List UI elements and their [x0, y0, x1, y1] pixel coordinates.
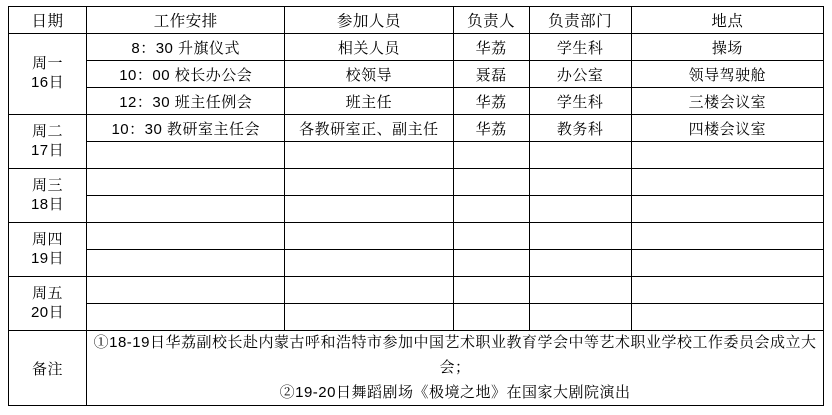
cell-place: 三楼会议室	[631, 88, 823, 115]
cell-owner	[453, 196, 529, 223]
column-header-date: 日期	[9, 7, 87, 34]
day-name: 周二	[32, 122, 64, 140]
cell-owner	[453, 169, 529, 196]
cell-people	[285, 142, 453, 169]
cell-work	[87, 304, 285, 331]
cell-place	[631, 223, 823, 250]
cell-owner	[453, 142, 529, 169]
table-row	[9, 88, 824, 115]
table-row	[9, 61, 824, 88]
cell-people: 相关人员	[285, 34, 453, 61]
cell-people	[285, 169, 453, 196]
cell-people	[285, 223, 453, 250]
cell-dept: 学生科	[529, 88, 631, 115]
remark-body	[87, 331, 824, 406]
cell-people: 校领导	[285, 61, 453, 88]
cell-people	[285, 250, 453, 277]
cell-place	[631, 304, 823, 331]
cell-work	[87, 277, 285, 304]
cell-owner	[453, 250, 529, 277]
day-date: 19日	[30, 249, 65, 267]
table-row	[9, 250, 824, 277]
cell-owner: 华荔	[453, 88, 529, 115]
column-header-place: 地点	[631, 7, 823, 34]
cell-dept	[529, 196, 631, 223]
cell-dept	[529, 250, 631, 277]
table-body	[9, 34, 824, 406]
table-row	[9, 304, 824, 331]
cell-place	[631, 277, 823, 304]
remark-line-1: ①18-19日华荔副校长赴内蒙古呼和浩特市参加中国艺术职业教育学会中等艺术职业学校工作委员会成立大会；	[93, 334, 817, 376]
cell-dept	[529, 304, 631, 331]
cell-dept: 办公室	[529, 61, 631, 88]
cell-work	[87, 196, 285, 223]
table-row	[9, 34, 824, 61]
cell-dept	[529, 277, 631, 304]
day-cell-friday	[9, 277, 87, 331]
table-row	[9, 142, 824, 169]
cell-place: 操场	[631, 34, 823, 61]
cell-owner: 华荔	[453, 115, 529, 142]
remark-line-2: ②19-20日舞蹈剧场《极境之地》在国家大剧院演出	[279, 383, 631, 401]
column-header-owner: 负责人	[453, 7, 529, 34]
cell-work	[87, 250, 285, 277]
column-header-work: 工作安排	[87, 7, 285, 34]
remark-label: 备注	[9, 331, 87, 406]
cell-people	[285, 304, 453, 331]
remark-row	[9, 331, 824, 406]
cell-work	[87, 223, 285, 250]
cell-people	[285, 196, 453, 223]
table-row	[9, 277, 824, 304]
schedule-sheet	[8, 6, 824, 406]
day-cell-monday	[9, 34, 87, 115]
cell-work: 12：30 班主任例会	[87, 88, 285, 115]
cell-owner: 华荔	[453, 34, 529, 61]
day-cell-tuesday	[9, 115, 87, 169]
day-date: 16日	[30, 74, 65, 91]
table-row	[9, 169, 824, 196]
cell-place	[631, 250, 823, 277]
cell-people	[285, 277, 453, 304]
cell-work: 10：30 教研室主任会	[87, 115, 285, 142]
cell-dept	[529, 169, 631, 196]
cell-dept: 学生科	[529, 34, 631, 61]
weekly-schedule-table	[8, 6, 824, 406]
column-header-people: 参加人员	[285, 7, 453, 34]
day-name: 周三	[32, 176, 64, 194]
cell-place	[631, 196, 823, 223]
cell-place: 领导驾驶舱	[631, 61, 823, 88]
column-header-dept: 负责部门	[529, 7, 631, 34]
cell-work	[87, 142, 285, 169]
cell-dept	[529, 142, 631, 169]
day-cell-thursday	[9, 223, 87, 277]
table-row	[9, 115, 824, 142]
table-row	[9, 196, 824, 223]
table-row	[9, 223, 824, 250]
cell-place: 四楼会议室	[631, 115, 823, 142]
day-date: 17日	[30, 141, 65, 159]
cell-place	[631, 142, 823, 169]
cell-owner: 聂磊	[453, 61, 529, 88]
day-date: 18日	[30, 195, 65, 213]
cell-work: 10：00 校长办公会	[87, 61, 285, 88]
cell-people: 班主任	[285, 88, 453, 115]
day-cell-wednesday	[9, 169, 87, 223]
day-name: 周四	[32, 230, 64, 248]
day-date: 20日	[30, 303, 65, 321]
cell-dept: 教务科	[529, 115, 631, 142]
cell-people: 各教研室正、副主任	[285, 115, 453, 142]
cell-owner	[453, 304, 529, 331]
table-header	[9, 7, 824, 34]
cell-work: 8：30 升旗仪式	[87, 34, 285, 61]
cell-dept	[529, 223, 631, 250]
cell-work	[87, 169, 285, 196]
day-name: 周五	[32, 284, 64, 302]
day-name: 周一	[32, 55, 64, 73]
cell-place	[631, 169, 823, 196]
cell-owner	[453, 277, 529, 304]
table-header-row	[9, 7, 824, 34]
cell-owner	[453, 223, 529, 250]
